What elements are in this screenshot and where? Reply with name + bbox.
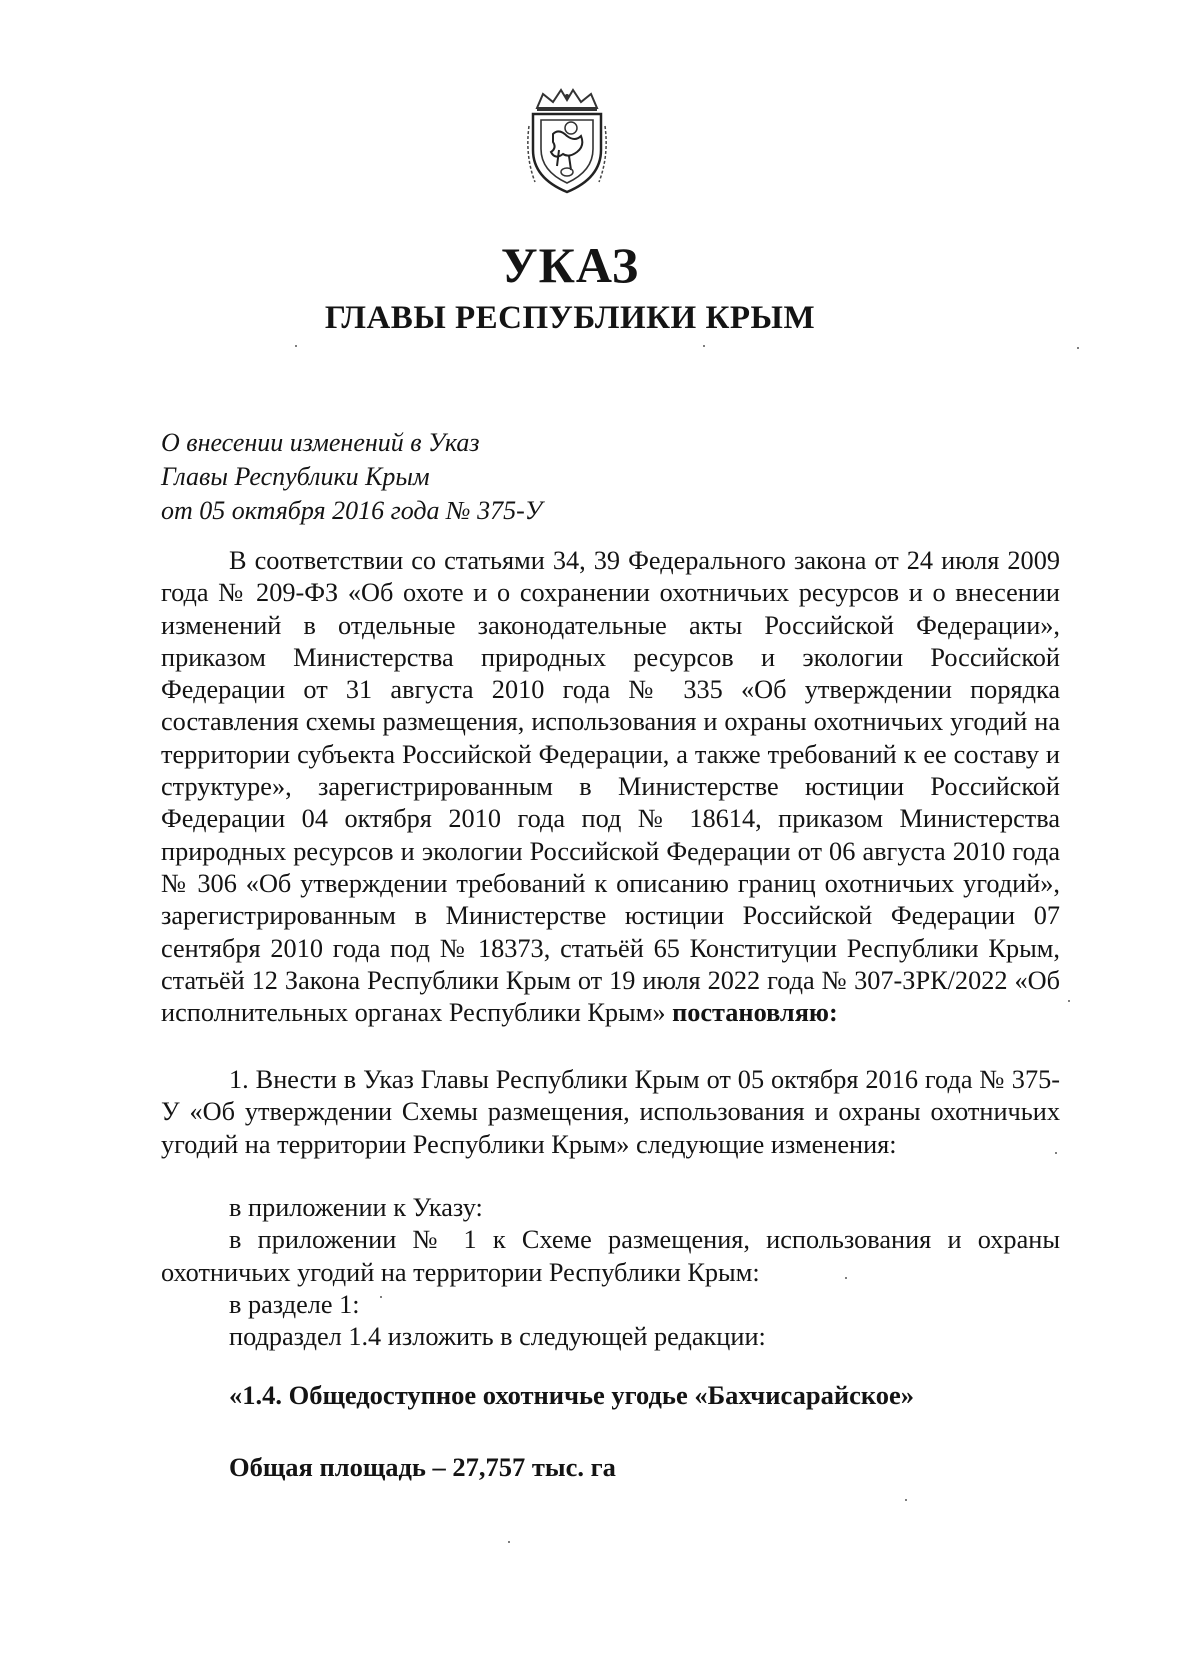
preamble-paragraph — [161, 545, 1060, 1029]
preamble-text: В соответствии со статьями 34, 39 Федерального закона от 24 июля 2009 года № 209-ФЗ «Об охоте и о сохранении охотничьих ресурсов и о внесении изменений в отдельные законодательные акты Российской Федерации», приказом Министерства природных ресурсов и экологии Российской Федерации от 31 августа 2010 года № 335 «Об утверждении порядка составления схемы размещения, использования и охраны охотничьих угодий на территории субъекта Российской Федерации, а также требований к ее составу и структуре», зарегистрированным в Министерстве юстиции Российской Федерации 04 октября 2010 года под № 18614, приказом Министерства природных ресурсов и экологии Российской Федерации от 06 августа 2010 года № 306 «Об утверждении требований к описанию границ охотничьих угодий», зарегистрированным в Министерстве юстиции Российской Федерации 07 сентября 2010 года под № 18373, статьёй 65 Конституции Республики Крым, статьёй 12 Закона Республики Крым от 19 июля 2022 года № 307-ЗРК/2022 «Об исполнительных органах Республики Крым» — [161, 546, 1060, 1028]
amendment-line: подраздел 1.4 изложить в следующей редакции: — [229, 1322, 766, 1352]
scan-speck — [508, 1541, 510, 1543]
document-subtitle: ГЛАВЫ РЕСПУБЛИКИ КРЫМ — [324, 300, 816, 336]
subject-line: от 05 октября 2016 года № 375-У — [161, 496, 543, 525]
subject-line: О внесении изменений в Указ — [161, 428, 480, 457]
total-area: Общая площадь – 27,757 тыс. га — [229, 1452, 616, 1482]
scan-speck — [1077, 347, 1079, 349]
amendment-line: в разделе 1: — [229, 1289, 360, 1319]
scan-speck — [905, 1499, 907, 1501]
decree-subject — [161, 426, 542, 528]
section-heading: «1.4. Общедоступное охотничье угодье «Бахчисарайское» — [229, 1380, 915, 1410]
amendments-block — [161, 1192, 1060, 1353]
scan-speck — [845, 1277, 847, 1279]
decree-word: постановляю: — [672, 998, 838, 1028]
amendment-line: в приложении к Указу: — [229, 1193, 483, 1222]
scan-speck — [380, 1296, 382, 1298]
coat-of-arms-icon — [523, 86, 611, 196]
item-1-paragraph: 1. Внести в Указ Главы Республики Крым от 05 октября 2016 года № 375-У «Об утверждении Схемы размещения, использования и охраны охотничьих угодий на территории Республики Крым» следующие изменения: — [161, 1065, 1060, 1159]
scan-speck — [295, 345, 297, 347]
document-title: УКАЗ — [500, 237, 640, 293]
scan-speck — [1055, 1152, 1057, 1154]
amendment-line: в приложении № 1 к Схеме размещения, использования и охраны охотничьих угодий на территории Республики Крым: — [161, 1225, 1060, 1287]
scan-speck — [703, 345, 705, 347]
scan-speck — [1068, 1000, 1070, 1002]
subject-line: Главы Республики Крым — [161, 462, 430, 491]
